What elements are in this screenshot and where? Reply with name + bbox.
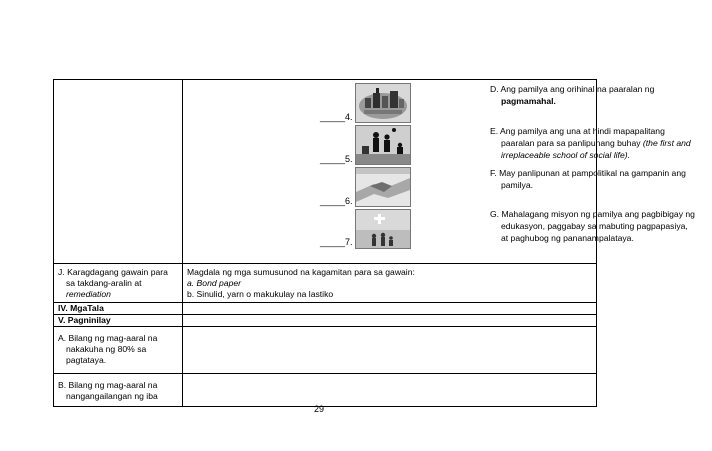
matching-row: [54, 80, 597, 264]
blank-7: _____7.: [320, 237, 353, 247]
row-j-content: Magdala ng mga sumusunod na kagamitan para sa gawain: a. Bond paper b. Sinulid, yarn o makukulay na lastiko: [183, 264, 597, 303]
blank-6: _____6.: [320, 196, 353, 206]
row-b: [54, 374, 597, 407]
blank-5: _____5.: [320, 154, 353, 164]
row-j-label: J. Karagdagang gawain para sa takdang-aralin at remediation: [54, 264, 183, 303]
empty-label-cell: [54, 80, 183, 264]
page-number: 29: [313, 404, 324, 414]
row-b-label: B. Bilang ng mag-aaral na nangangailangan ng iba: [54, 374, 183, 407]
option-f: F. May panlipunan at pampolitikal na gampanin ang pamilya.: [490, 168, 686, 190]
handshake-picture: [355, 167, 411, 207]
matching-cell: [183, 80, 695, 264]
option-g: G. Mahalagang misyon ng pamilya ang pagbibigay ng edukasyon, paggabay sa mabuting pagpapasiya, at paghubog ng pananampalataya.: [490, 209, 695, 243]
family-silhouette-picture: [355, 125, 411, 165]
row-iv-label: IV. MgaTala: [54, 303, 183, 315]
row-v: [54, 315, 597, 327]
row-j: [54, 264, 597, 303]
row-iv: [54, 303, 597, 315]
row-iv-content: [183, 303, 597, 315]
row-b-content: [183, 374, 597, 407]
row-a-label: A. Bilang ng mag-aaral na nakakuha ng 80% sa pagtataya.: [54, 327, 183, 374]
lesson-plan-table: [53, 79, 695, 407]
row-v-content: [183, 315, 597, 327]
row-v-label: V. Pagninilay: [54, 315, 183, 327]
town-buildings-picture: [355, 83, 411, 123]
row-a-content: [183, 327, 597, 374]
row-a: [54, 327, 597, 374]
option-e: E. Ang pamilya ang una at hindi mapapalitang paaralan para sa panlipunang buhay (the first and irreplaceable school of social life).: [490, 126, 691, 160]
option-d: D. Ang pamilya ang orihinal na paaralan ng pagmamahal.: [490, 84, 655, 106]
blank-4: _____4.: [320, 112, 353, 122]
church-family-picture: [355, 209, 411, 249]
